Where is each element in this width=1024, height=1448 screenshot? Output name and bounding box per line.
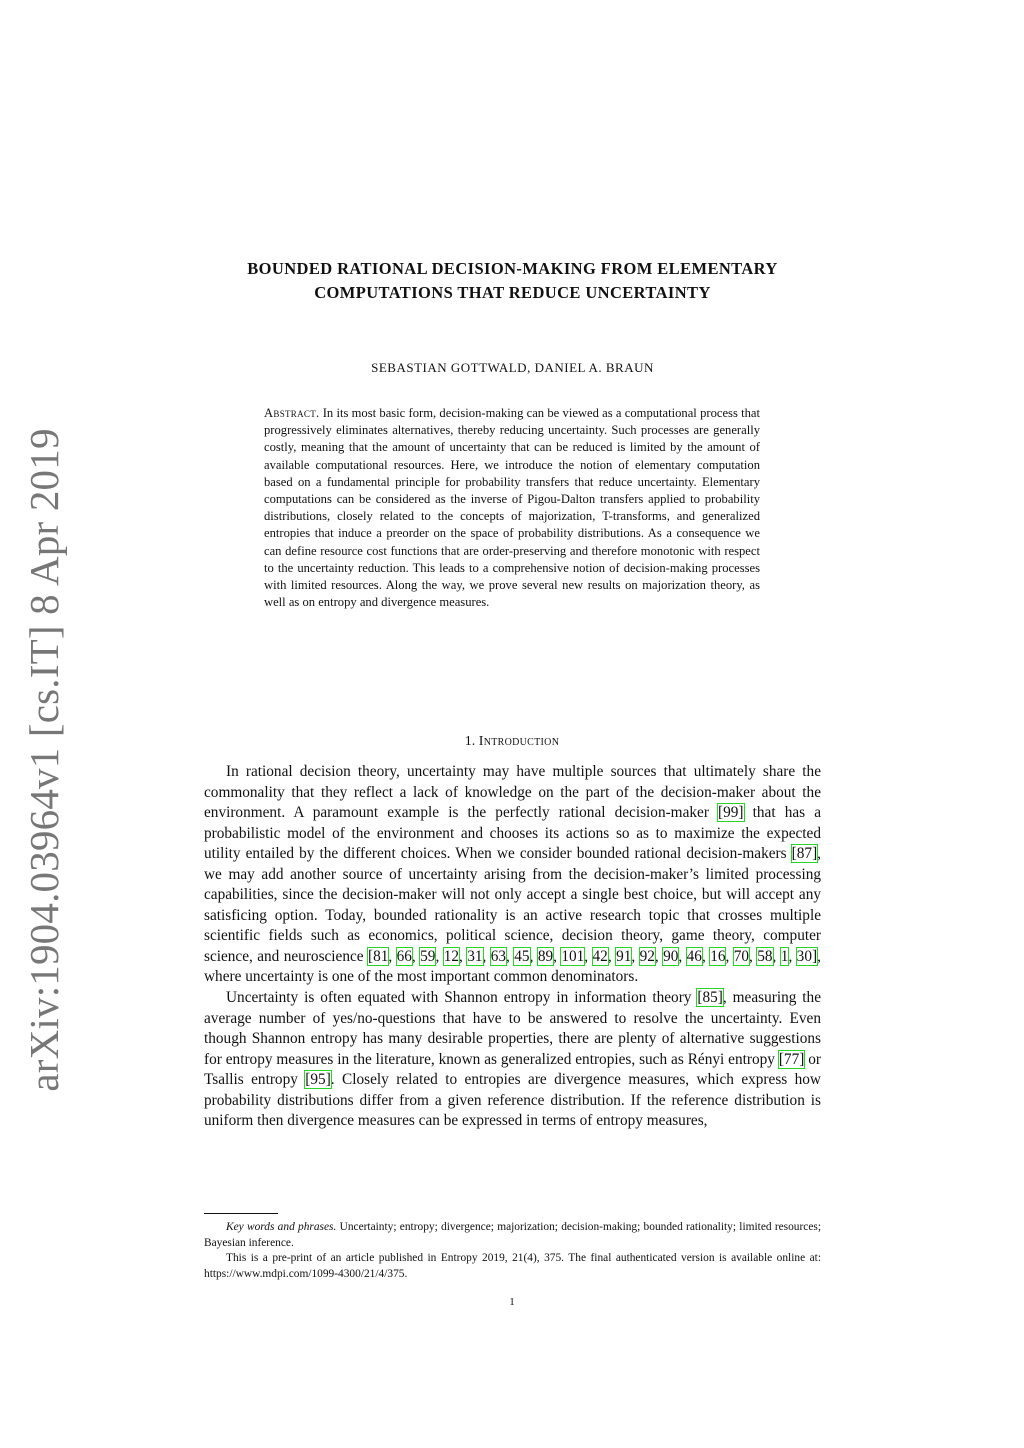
citation-link[interactable]: 91 <box>616 947 632 965</box>
abstract-label: Abstract. <box>264 406 320 420</box>
citation-link[interactable]: 92 <box>639 947 655 965</box>
text-run: Uncertainty is often equated with Shannon entropy in information theory <box>226 989 698 1007</box>
citation-link[interactable]: 90 <box>663 947 679 965</box>
citation-link[interactable]: 16 <box>710 947 726 965</box>
section-title: Introduction <box>478 734 560 749</box>
text-run: or Tsallis entropy <box>204 1050 821 1089</box>
keywords-label: Key words and phrases. <box>226 1221 337 1233</box>
text-run: In rational decision theory, uncertainty may have multiple sources that ultimately share the commonality that they reflect a lack of knowledge on the part of the decision-maker about the environment. A paramount example is the perfectly rational decision-maker <box>204 763 821 822</box>
abstract-text: In its most basic form, decision-making can be viewed as a computational process that progressively eliminates alternatives, thereby reducing uncertainty. Such processes are generally costly, meaning that the amount of uncertainty that can be reduced is limited by the amount of available computational resources. Here, we introduce the notion of elementary computation based on a fundamental principle for probability transfers that reduce uncertainty. Elementary computations can be considered as the inverse of Pigou-Dalton transfers applied to probability distributions, closely related to the concepts of majorization, T-transforms, and generalized entropies that induce a preorder on the space of probability distributions. As a consequence we can define resource cost functions that are order-preserving and therefore monotonic with respect to the uncertainty reduction. This leads to a comprehensive notion of decision-making processes with limited resources. Along the way, we prove several new results on majorization theory, as well as on entropy and divergence measures. <box>264 406 760 610</box>
text-run: that has a probabilistic model of the environment and chooses its actions so as to maximize the expected utility entailed by the different choices. When we consider bounded rational decision-makers <box>204 804 821 863</box>
citation-link[interactable]: 101 <box>561 947 585 965</box>
page-number: 1 <box>509 1296 515 1308</box>
section-number: 1. <box>464 734 476 749</box>
citation-link[interactable]: [85] <box>697 989 723 1007</box>
arxiv-identifier: arXiv:1904.03964v1 [cs.IT] 8 Apr 2019 <box>21 428 67 1092</box>
citation-link[interactable]: 12 <box>443 947 459 965</box>
paragraph <box>204 988 821 1132</box>
citation-link[interactable]: 30] <box>796 947 818 965</box>
citation-link[interactable]: 70 <box>733 947 750 965</box>
body-text <box>204 762 821 1132</box>
abstract <box>264 405 760 611</box>
preprint-footnote: This is a pre-print of an article published in Entropy 2019, 21(4), 375. The final authenticated version is available online at: https://www.mdpi.com/1099-4300/21/4/375. <box>204 1252 821 1280</box>
citation-link[interactable]: 42 <box>592 947 608 965</box>
paragraph <box>204 762 821 988</box>
text-run: , we may add another source of uncertainty arising from the decision-maker’s limited processing capabilities, since the decision-maker will not only accept a single best choice, but will accept any satisficing option. Today, bounded rationality is an active research topic that crosses multiple scientific fields such as economics, political science, decision theory, game theory, computer science, and neuroscience <box>204 845 821 965</box>
citation-link[interactable]: [77] <box>778 1050 805 1068</box>
keywords-text: Uncertainty; entropy; divergence; majorization; decision-making; bounded rationality; limited resources; Bayesian inference. <box>204 1221 822 1249</box>
text-run: , measuring the average number of yes/no-questions that have to be answered to resolve the uncertainty. Even though Shannon entropy has many desirable properties, there are plenty of alternative suggestions for entropy measures in the literature, known as generalized entropies, such as Rényi entropy <box>204 989 821 1068</box>
citation-link[interactable]: 31 <box>467 947 483 965</box>
citation-link[interactable]: [81 <box>367 947 389 965</box>
paper-authors: SEBASTIAN GOTTWALD, DANIEL A. BRAUN <box>371 360 654 375</box>
footnote-rule <box>204 1213 278 1214</box>
citation-list: [81, 66, 59, 12, 31, 63, 45, 89, 101, 42, 91, 92, 90, 46, 16, 70, 58, 1, 30] <box>367 947 818 965</box>
arxiv-sidebar <box>14 428 74 1092</box>
citation-link[interactable]: 63 <box>490 947 507 965</box>
citation-link[interactable]: 89 <box>537 947 554 965</box>
citation-link[interactable]: 1 <box>780 947 789 965</box>
keywords-footnote <box>204 1220 821 1251</box>
section-heading <box>200 734 824 750</box>
footnotes <box>204 1220 821 1282</box>
citation-link[interactable]: 66 <box>396 947 412 965</box>
text-run: . Closely related to entropies are divergence measures, which express how probability distributions differ from a given reference distribution. If the reference distribution is uniform then divergence measures can be expressed in terms of entropy measures, <box>204 1071 821 1130</box>
paper-title: BOUNDED RATIONAL DECISION-MAKING FROM ELEMENTARY COMPUTATIONS THAT REDUCE UNCERTAINTY <box>247 259 778 302</box>
citation-link[interactable]: 45 <box>514 947 530 965</box>
citation-link[interactable]: [95] <box>305 1071 331 1089</box>
citation-link[interactable]: 58 <box>757 947 773 965</box>
text-run: , where uncertainty is one of the most important common denominators. <box>204 947 821 986</box>
citation-link[interactable]: 46 <box>686 947 702 965</box>
citation-link[interactable]: [99] <box>718 804 744 822</box>
citation-link[interactable]: [87] <box>791 845 818 863</box>
citation-link[interactable]: 59 <box>420 947 436 965</box>
